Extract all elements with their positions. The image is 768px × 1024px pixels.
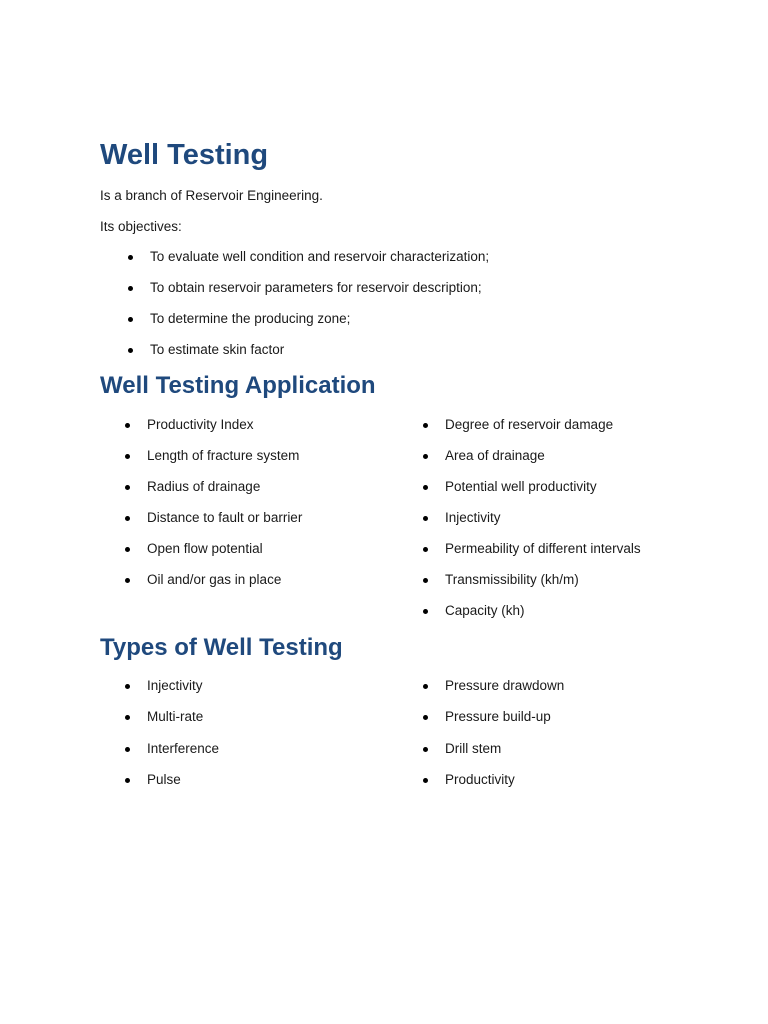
application-text: Open flow potential [147,541,263,556]
bullet-icon [125,684,130,689]
application-text: Injectivity [445,510,501,525]
type-text: Multi-rate [147,709,204,724]
application-text: Oil and/or gas in place [147,572,282,587]
bullet-icon [125,454,130,459]
bullet-icon [125,778,130,783]
application-text: Distance to fault or barrier [147,510,303,525]
type-text: Pressure drawdown [445,678,565,693]
bullet-icon [128,348,133,353]
application-text: Length of fracture system [147,448,300,463]
type-text: Interference [147,741,220,756]
bullet-icon [125,423,130,428]
bullet-icon [125,516,130,521]
application-text: Capacity (kh) [445,603,525,618]
application-text: Productivity Index [147,417,254,432]
objective-text: To obtain reservoir parameters for reservoir description; [150,280,482,295]
application-text: Potential well productivity [445,479,597,494]
objective-text: To evaluate well condition and reservoir characterization; [150,249,490,264]
bullet-icon [423,485,428,490]
application-text: Radius of drainage [147,479,261,494]
bullet-icon [423,454,428,459]
application-heading: Well Testing Application [100,372,376,399]
bullet-icon [423,778,428,783]
bullet-icon [423,715,428,720]
type-text: Productivity [445,772,515,787]
bullet-icon [128,286,133,291]
type-text: Pressure build-up [445,709,551,724]
objectives-label: Its objectives: [100,219,182,234]
page-title: Well Testing [100,139,269,171]
objective-text: To determine the producing zone; [150,311,351,326]
application-text: Transmissibility (kh/m) [445,572,579,587]
bullet-icon [125,578,130,583]
application-text: Degree of reservoir damage [445,417,614,432]
type-text: Drill stem [445,741,502,756]
application-text: Area of drainage [445,448,545,463]
type-text: Pulse [147,772,181,787]
bullet-icon [423,516,428,521]
type-text: Injectivity [147,678,203,693]
objective-text: To estimate skin factor [150,342,285,357]
bullet-icon [125,715,130,720]
bullet-icon [125,485,130,490]
bullet-icon [423,578,428,583]
bullet-icon [125,747,130,752]
intro-text: Is a branch of Reservoir Engineering. [100,188,323,203]
bullet-icon [423,684,428,689]
types-heading: Types of Well Testing [100,634,343,661]
bullet-icon [423,423,428,428]
bullet-icon [423,747,428,752]
bullet-icon [423,547,428,552]
bullet-icon [125,547,130,552]
bullet-icon [128,255,133,260]
bullet-icon [128,317,133,322]
bullet-icon [423,609,428,614]
application-text: Permeability of different intervals [445,541,641,556]
